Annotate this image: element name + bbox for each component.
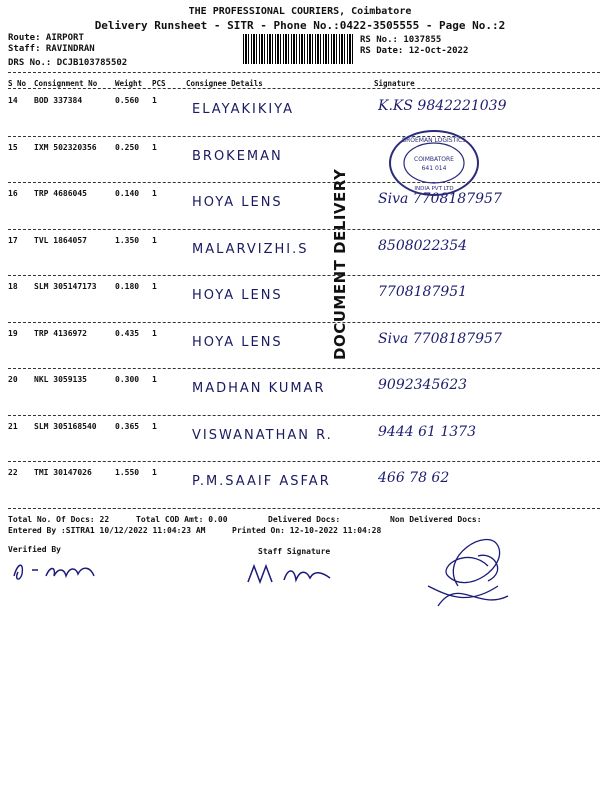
row-consignee-name: MALARVIZHI.S <box>192 241 309 257</box>
row-consignment-no: TMI 30147026 <box>34 468 92 477</box>
col-pcs: PCS <box>152 79 166 88</box>
document-delivery-stamp: DOCUMENT DELIVERY <box>331 168 349 360</box>
row-weight: 0.140 <box>115 189 140 198</box>
svg-text:BROEMAN LOGISTICS: BROEMAN LOGISTICS <box>402 137 466 144</box>
row-weight: 1.550 <box>115 468 140 477</box>
row-weight: 0.560 <box>115 96 140 105</box>
row-rule <box>8 368 600 369</box>
table-row <box>8 325 600 370</box>
row-sno: 16 <box>8 189 18 198</box>
row-signature: Siva 7708187957 <box>378 330 502 347</box>
staff: Staff: RAVINDRAN <box>8 44 95 54</box>
row-weight: 0.300 <box>115 375 140 384</box>
staff-signature-label: Staff Signature <box>258 547 331 556</box>
entered-by: Entered By :SITRA1 10/12/2022 11:04:23 AM <box>8 526 206 535</box>
row-rule <box>8 136 600 137</box>
row-signature: 466 78 62 <box>378 470 450 486</box>
row-consignee-name: VISWANATHAN R. <box>192 427 333 443</box>
verifier-signature <box>10 556 130 586</box>
header-rule-bottom <box>8 88 600 89</box>
row-weight: 0.250 <box>115 142 140 152</box>
footer-rule <box>8 508 600 509</box>
row-sno: 17 <box>8 235 18 245</box>
row-signature: K.KS 9842221039 <box>378 98 507 114</box>
row-signature: 8508022354 <box>378 237 468 254</box>
col-consignee-details: Consignee Details <box>186 79 263 88</box>
company-name: THE PROFESSIONAL COURIERS, Coimbatore <box>188 6 412 17</box>
receiver-signature-scribble <box>418 516 528 616</box>
row-rule <box>8 461 600 462</box>
delivered-docs: Delivered Docs: <box>268 515 341 524</box>
row-rule <box>8 415 600 416</box>
company-seal <box>382 128 486 198</box>
row-pcs: 1 <box>152 421 157 431</box>
row-consignee-name: ELAYAKIKIYA <box>192 102 295 117</box>
row-consignee-name: HOYA LENS <box>192 288 283 303</box>
row-consignment-no: TRP 4136972 <box>34 328 87 338</box>
row-consignee-name: BROKEMAN <box>192 148 283 164</box>
row-consignment-no: BOD 337384 <box>34 96 83 105</box>
row-signature: Siva 7708187957 <box>378 191 502 207</box>
row-signature: 7708187951 <box>378 284 468 300</box>
row-sno: 15 <box>8 142 18 152</box>
row-pcs: 1 <box>152 142 157 152</box>
row-consignment-no: SLM 305168540 <box>34 421 97 431</box>
row-sno: 19 <box>8 328 18 338</box>
row-consignee-name: MADHAN KUMAR <box>192 381 326 396</box>
svg-text:COIMBATORE: COIMBATORE <box>414 156 454 163</box>
rs-date: RS Date: 12-Oct-2022 <box>360 46 469 56</box>
drs-number: DRS No.: DCJB103785502 <box>8 58 128 68</box>
table-row <box>8 185 600 230</box>
col-signature: Signature <box>374 79 415 88</box>
row-signature: 9092345623 <box>378 377 468 393</box>
row-consignment-no: TRP 4686045 <box>34 189 87 198</box>
row-pcs: 1 <box>152 189 157 198</box>
row-consignee-name: HOYA LENS <box>192 195 283 210</box>
col-sno: S No <box>8 79 27 88</box>
row-consignment-no: NKL 3059135 <box>34 375 87 384</box>
verified-by-label: Verified By <box>8 545 61 554</box>
row-sno: 22 <box>8 468 18 477</box>
row-weight: 0.180 <box>115 282 140 291</box>
row-rule <box>8 229 600 230</box>
row-consignee-name: P.M.SAAIF ASFAR <box>192 474 331 489</box>
printed-on: Printed On: 12-10-2022 11:04:28 <box>232 526 382 535</box>
row-signature: 9444 61 1373 <box>378 423 476 440</box>
row-rule <box>8 182 600 183</box>
row-consignee-name: HOYA LENS <box>192 334 283 350</box>
staff-signature <box>244 560 354 590</box>
header-rule <box>8 72 600 73</box>
runsheet-title: Delivery Runsheet - SITR - Phone No.:0422-3505555 - Page No.:2 <box>94 19 506 32</box>
row-consignment-no: IXM 502320356 <box>34 142 97 152</box>
row-pcs: 1 <box>152 282 157 291</box>
row-weight: 0.435 <box>115 328 140 338</box>
svg-text:641 014: 641 014 <box>421 165 447 172</box>
row-pcs: 1 <box>152 96 157 105</box>
total-docs: Total No. Of Docs: 22 <box>8 515 110 524</box>
rs-number: RS No.: 1037855 <box>360 35 442 45</box>
row-sno: 21 <box>8 421 18 431</box>
route: Route: AIRPORT <box>8 33 84 43</box>
col-consignment: Consignment No <box>34 79 98 88</box>
non-delivered-docs: Non Delivered Docs: <box>390 515 482 524</box>
barcode <box>243 34 353 64</box>
row-consignment-no: TVL 1864057 <box>34 235 87 245</box>
row-sno: 14 <box>8 96 18 105</box>
row-rule <box>8 322 600 323</box>
row-weight: 1.350 <box>115 235 140 245</box>
row-rule <box>8 275 600 276</box>
row-pcs: 1 <box>152 375 157 384</box>
row-consignment-no: SLM 305147173 <box>34 282 97 291</box>
row-pcs: 1 <box>152 328 157 338</box>
col-weight: Weight <box>115 79 143 88</box>
row-pcs: 1 <box>152 468 157 477</box>
row-sno: 20 <box>8 375 18 384</box>
row-weight: 0.365 <box>115 421 140 431</box>
svg-text:INDIA PVT LTD: INDIA PVT LTD <box>414 186 454 192</box>
row-sno: 18 <box>8 282 18 291</box>
table-row <box>8 92 600 137</box>
total-cod: Total COD Amt: 0.00 <box>136 515 228 524</box>
row-pcs: 1 <box>152 235 157 245</box>
